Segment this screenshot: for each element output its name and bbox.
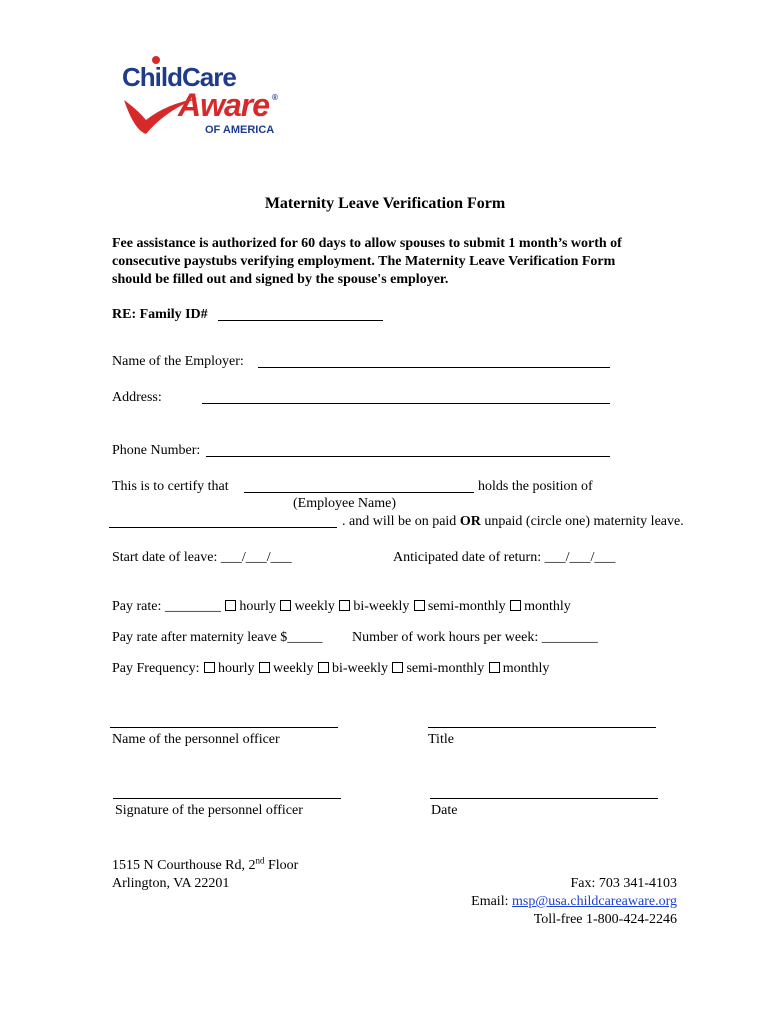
position-field[interactable] bbox=[109, 527, 337, 528]
paid-unpaid-statement bbox=[342, 513, 684, 531]
footer-address-ordinal: nd bbox=[255, 855, 265, 866]
pay-hourly-checkbox[interactable] bbox=[225, 600, 236, 611]
logo-registered-mark: ® bbox=[272, 93, 278, 102]
footer-email-link[interactable]: msp@usa.childcareaware.org bbox=[511, 894, 677, 909]
personnel-officer-field[interactable] bbox=[110, 727, 338, 728]
logo-word-of-america: OF AMERICA bbox=[205, 124, 275, 136]
pay-frequency-label: Pay Frequency: bbox=[112, 661, 200, 676]
paid-or: OR bbox=[459, 514, 481, 529]
footer-address-line-1 bbox=[112, 857, 298, 875]
signature-field[interactable] bbox=[113, 798, 341, 799]
freq-monthly-checkbox[interactable] bbox=[489, 662, 500, 673]
intro-line-2: consecutive paystubs verifying employment. The Maternity Leave Verification Form bbox=[112, 254, 616, 269]
employee-name-field[interactable] bbox=[244, 492, 474, 493]
pay-rate-field[interactable]: ________ bbox=[164, 599, 221, 614]
family-id-field[interactable] bbox=[218, 320, 383, 321]
footer-address-street: 1515 N Courthouse Rd, 2 bbox=[112, 858, 256, 873]
pay-rate-label: Pay rate: bbox=[112, 599, 162, 614]
pay-option-label: hourly bbox=[239, 599, 276, 614]
logo-word-aware: Aware bbox=[178, 87, 270, 123]
form-title: Maternity Leave Verification Form bbox=[264, 195, 506, 212]
pay-monthly-checkbox[interactable] bbox=[510, 600, 521, 611]
childcare-aware-logo bbox=[120, 52, 285, 147]
certify-prefix: This is to certify that bbox=[112, 479, 229, 494]
paid-text-2: unpaid (circle one) maternity leave. bbox=[484, 514, 684, 529]
footer-email-row bbox=[471, 893, 677, 911]
title-field[interactable] bbox=[428, 727, 656, 728]
return-date-label: Anticipated date of return: bbox=[393, 550, 542, 565]
employee-name-caption: (Employee Name) bbox=[293, 496, 397, 511]
signature-label: Signature of the personnel officer bbox=[115, 803, 303, 818]
pay-after-label: Pay rate after maternity leave $ bbox=[112, 630, 288, 645]
phone-field[interactable] bbox=[206, 456, 610, 457]
footer-fax: Fax: 703 341-4103 bbox=[570, 876, 677, 891]
freq-weekly-checkbox[interactable] bbox=[259, 662, 270, 673]
pay-weekly-checkbox[interactable] bbox=[280, 600, 291, 611]
freq-hourly-checkbox[interactable] bbox=[204, 662, 215, 673]
freq-option-label: monthly bbox=[502, 661, 550, 676]
address-field[interactable] bbox=[202, 403, 610, 404]
work-hours-label: Number of work hours per week: bbox=[352, 630, 539, 645]
family-id-label: RE: Family ID# bbox=[112, 307, 208, 322]
pay-option-label: weekly bbox=[294, 599, 335, 614]
employer-field[interactable] bbox=[258, 367, 610, 368]
work-hours-field[interactable]: ________ bbox=[541, 630, 598, 645]
pay-after-field[interactable]: _____ bbox=[287, 630, 323, 645]
freq-option-label: weekly bbox=[273, 661, 314, 676]
employer-label: Name of the Employer: bbox=[112, 354, 244, 369]
date-label: Date bbox=[431, 803, 458, 818]
pay-after-row bbox=[112, 629, 322, 647]
certify-suffix: holds the position of bbox=[478, 479, 593, 494]
pay-option-label: bi-weekly bbox=[353, 599, 410, 614]
pay-option-label: semi-monthly bbox=[427, 599, 506, 614]
work-hours-row bbox=[352, 629, 598, 647]
personnel-officer-label: Name of the personnel officer bbox=[112, 732, 280, 747]
logo-word-childcare: ChildCare bbox=[122, 62, 236, 92]
footer-address-line-2: Arlington, VA 22201 bbox=[112, 876, 230, 891]
footer-tollfree: Toll-free 1-800-424-2246 bbox=[533, 912, 677, 927]
freq-semimonthly-checkbox[interactable] bbox=[392, 662, 403, 673]
pay-frequency-row bbox=[112, 660, 549, 678]
phone-label: Phone Number: bbox=[112, 443, 201, 458]
start-date-field[interactable]: ___/___/___ bbox=[220, 550, 292, 565]
paid-text-1: . and will be on paid bbox=[342, 514, 457, 529]
intro-line-3: should be filled out and signed by the spouse's employer. bbox=[112, 272, 449, 287]
date-field[interactable] bbox=[430, 798, 658, 799]
start-date-label: Start date of leave: bbox=[112, 550, 218, 565]
pay-option-label: monthly bbox=[524, 599, 571, 614]
freq-option-label: semi-monthly bbox=[406, 661, 485, 676]
return-date-row bbox=[393, 549, 615, 567]
return-date-field[interactable]: ___/___/___ bbox=[544, 550, 616, 565]
pay-semimonthly-checkbox[interactable] bbox=[414, 600, 425, 611]
freq-biweekly-checkbox[interactable] bbox=[318, 662, 329, 673]
address-label: Address: bbox=[112, 390, 162, 405]
title-label: Title bbox=[428, 732, 454, 747]
pay-biweekly-checkbox[interactable] bbox=[339, 600, 350, 611]
footer-email-label: Email: bbox=[471, 894, 512, 909]
footer-address-floor: Floor bbox=[264, 858, 299, 873]
pay-rate-row bbox=[112, 598, 571, 616]
intro-line-1: Fee assistance is authorized for 60 days to allow spouses to submit 1 month’s worth of bbox=[112, 236, 622, 251]
start-date-row bbox=[112, 549, 292, 567]
freq-option-label: hourly bbox=[217, 661, 255, 676]
freq-option-label: bi-weekly bbox=[331, 661, 388, 676]
